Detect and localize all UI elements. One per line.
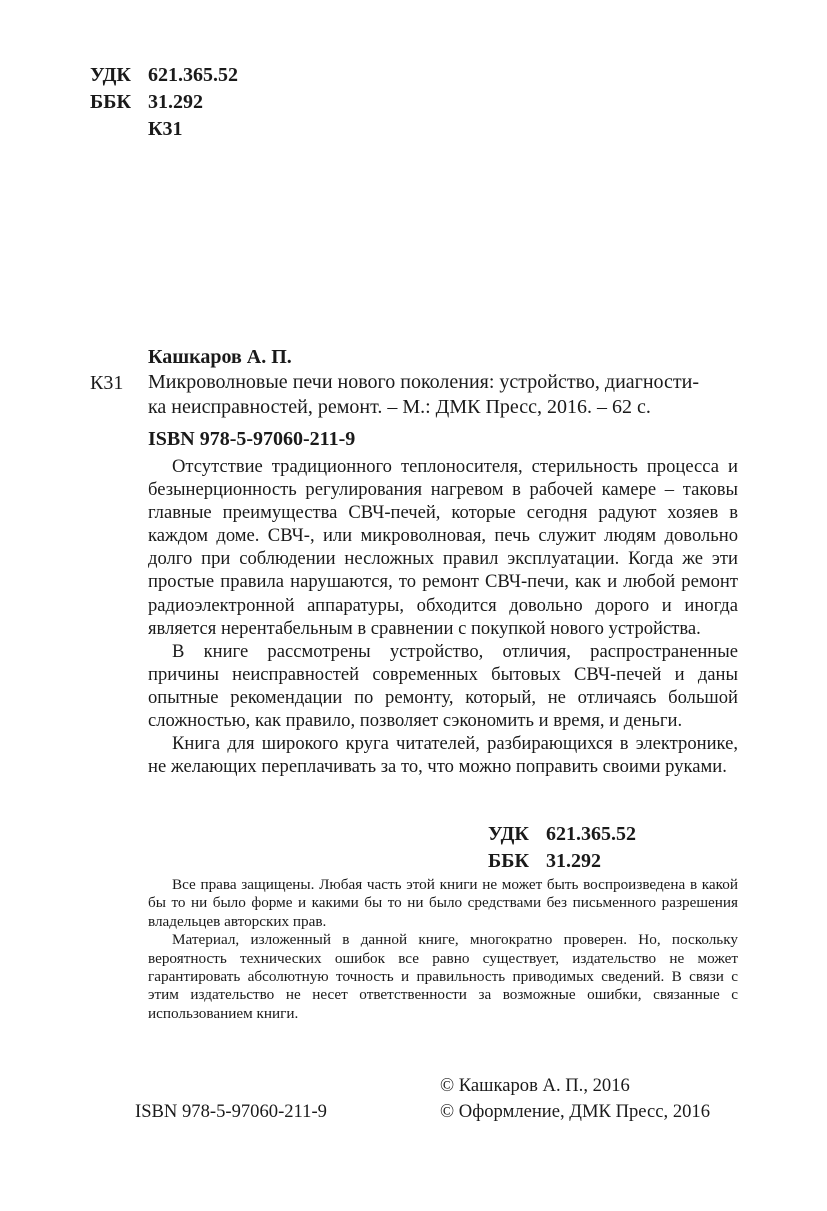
copyright-block (440, 1073, 710, 1125)
copyright-design: © Оформление, ДМК Пресс, 2016 (440, 1101, 711, 1122)
bbk-value: 31.292 (546, 850, 601, 872)
classification-codes (90, 62, 238, 143)
legal-paragraph: Материал, изложенный в данной книге, многократно проверен. Но, поскольку вероятность технических ошибок все равно существует, издательство не может гарантировать абсолютную точность и правильность приводимых сведений. В связи с этим издательство не несет ответственности за возможные ошибки, связанные с использованием книги. (148, 931, 738, 1022)
udk-value: 621.365.52 (148, 64, 238, 86)
bibliographic-title (148, 370, 738, 420)
bbk-label: ББК (90, 91, 131, 113)
abstract-paragraph: Книга для широкого круга читателей, разбирающихся в электронике, не желающих переплачивать за то, что можно поправить своими руками. (148, 733, 738, 778)
legal-notice (148, 876, 738, 1023)
bbk-value: 31.292 (148, 91, 203, 113)
udk-row (488, 821, 636, 848)
udk-label: УДК (488, 823, 529, 845)
copyright-author: © Кашкаров А. П., 2016 (440, 1075, 630, 1096)
author-mark-row (90, 116, 238, 143)
bbk-row (488, 848, 636, 875)
abstract (148, 455, 738, 778)
udk-label: УДК (90, 64, 131, 86)
title-line: Микроволновые печи нового поколения: устройство, диагности- (148, 371, 700, 393)
isbn-heading: ISBN 978-5-97060-211-9 (148, 428, 356, 450)
author-mark: К31 (148, 118, 183, 140)
bbk-label: ББК (488, 850, 529, 872)
title-line: ка неисправностей, ремонт. – М.: ДМК Пресс, 2016. – 62 с. (148, 396, 651, 418)
classification-codes-bottom (488, 821, 636, 875)
abstract-paragraph: Отсутствие традиционного теплоносителя, стерильность процесса и безынерционность регулирования нагревом в рабочей камере – таковы главные преимущества СВЧ-печей, которые сегодня радуют хозяев в каждом доме. СВЧ-, или микроволновая, печь служит людям довольно долго при соблюдении несложных правил эксплуатации. Когда же эти простые правила нарушаются, то ремонт СВЧ-печи, как и любой ремонт радиоэлектронной аппаратуры, обходится довольно дорого и иногда является нерентабельным в сравнении с покупкой нового устройства. (148, 456, 738, 639)
abstract-paragraph: В книге рассмотрены устройство, отличия, распространенные причины неисправностей современных бытовых СВЧ-печей и даны опытные рекомендации по ремонту, который, не отличаясь большой сложностью, как правило, позволяет сэкономить и время, и деньги. (148, 640, 738, 732)
udk-row (90, 62, 238, 89)
legal-paragraph: Все права защищены. Любая часть этой книги не может быть воспроизведена в какой бы то ни было форме и какими бы то ни было средствами без письменного разрешения владельцев авторских прав. (148, 876, 738, 930)
author-name: Кашкаров А. П. (148, 346, 292, 368)
udk-value: 621.365.52 (546, 823, 636, 845)
catalog-code: К31 (90, 372, 124, 394)
isbn-footer: ISBN 978-5-97060-211-9 (135, 1101, 327, 1122)
bbk-row (90, 89, 238, 116)
